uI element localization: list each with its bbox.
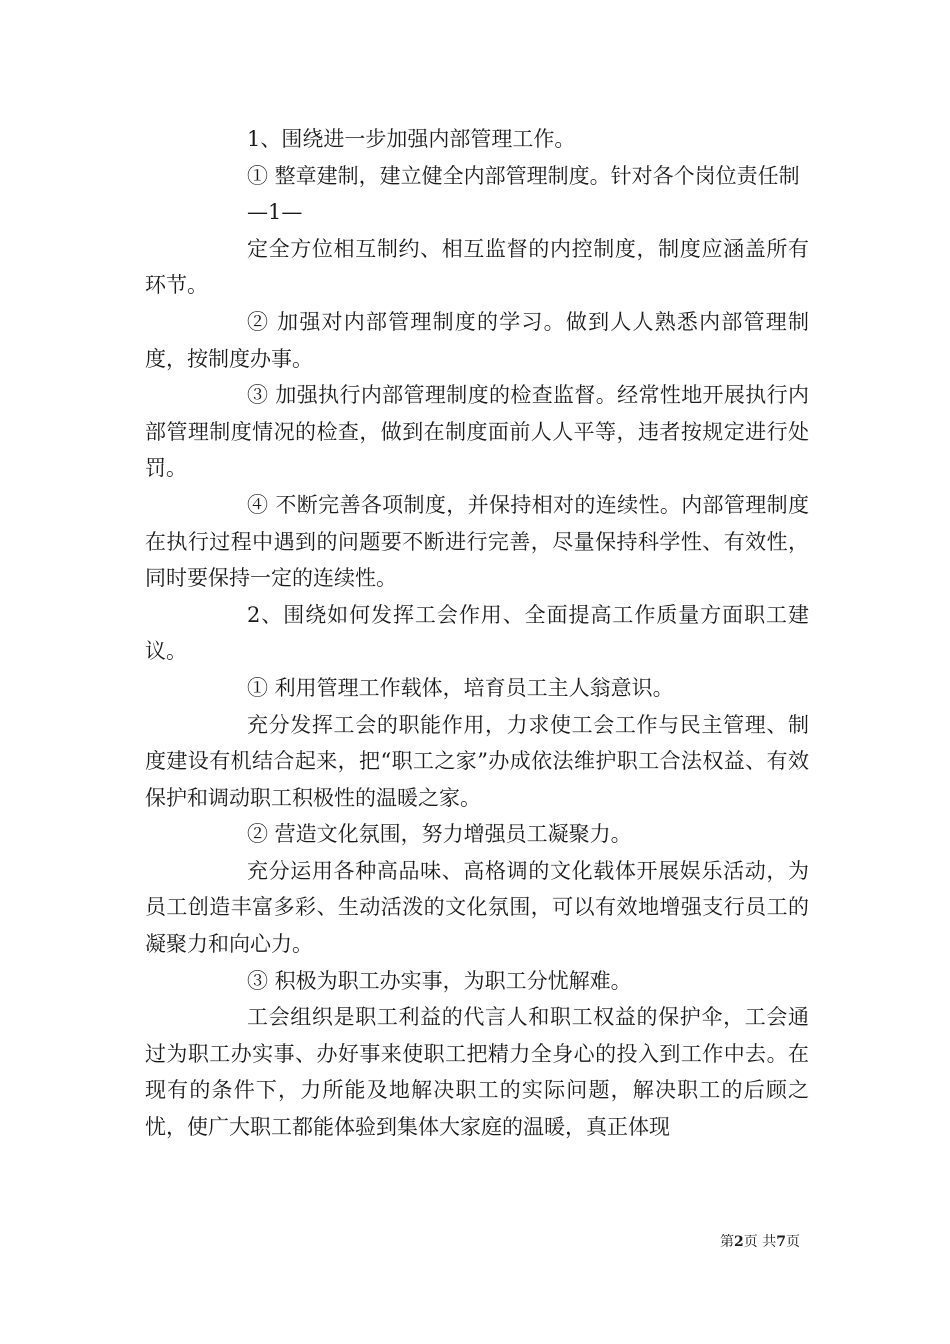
footer-prefix: 第 bbox=[720, 1234, 734, 1250]
paragraph-subitem-2-title: ② 营造文化氛围，努力增强员工凝聚力。 bbox=[247, 822, 632, 847]
paragraph-item-2: ② 加强对内部管理制度的学习。做到人人熟悉内部管理制度，按制度办事。 bbox=[145, 309, 809, 371]
footer-current-page: 2 bbox=[734, 1234, 744, 1250]
footer-total-pages: 7 bbox=[776, 1234, 786, 1250]
page-footer bbox=[720, 1233, 800, 1251]
paragraph-section-2-heading: 2、围绕如何发挥工会作用、全面提高工作质量方面职工建议。 bbox=[145, 602, 809, 664]
paragraph-item-3: ③ 加强执行内部管理制度的检查监督。经常性地开展执行内部管理制度情况的检查，做到在制度面前人人平等，违者按规定进行处罚。 bbox=[145, 383, 809, 481]
paragraph-subitem-1-title: ① 利用管理工作载体，培育员工主人翁意识。 bbox=[247, 675, 674, 700]
paragraph-subitem-3-title: ③ 积极为职工办实事，为职工分忧解难。 bbox=[247, 968, 632, 993]
paragraph-item-1: ① 整章建制，建立健全内部管理制度。针对各个岗位责任制 bbox=[247, 163, 800, 188]
inline-page-number: —1— bbox=[247, 200, 303, 225]
paragraph-subitem-3-body: 工会组织是职工利益的代言人和职工权益的保护伞，工会通过为职工办实事、办好事来使职工把精力全身心的投入到工作中去。在现有的条件下，力所能及地解决职工的实际问题，解决职工的后顾之忧，使广大职工都能体验到集体大家庭的温暖，真正体现 bbox=[145, 1005, 809, 1140]
paragraph-item-4: ④ 不断完善各项制度，并保持相对的连续性。内部管理制度在执行过程中遇到的问题要不断进行完善，尽量保持科学性、有效性，同时要保持一定的连续性。 bbox=[145, 492, 809, 591]
paragraph-subitem-1-body: 充分发挥工会的职能作用，力求使工会工作与民主管理、制度建设有机结合起来，把“职工之家”办成依法维护职工合法权益、有效保护和调动职工积极性的温暖之家。 bbox=[145, 712, 809, 810]
document-body bbox=[145, 121, 809, 1146]
paragraph-section-1-heading: 1、围绕进一步加强内部管理工作。 bbox=[247, 127, 576, 151]
footer-suffix: 页 bbox=[785, 1234, 800, 1250]
paragraph-item-1-continued: 定全方位相互制约、相互监督的内控制度，制度应涵盖所有环节。 bbox=[145, 236, 809, 298]
footer-middle: 页 共 bbox=[743, 1234, 777, 1250]
paragraph-subitem-2-body: 充分运用各种高品味、高格调的文化载体开展娱乐活动，为员工创造丰富多彩、生动活泼的文化氛围，可以有效地增强支行员工的凝聚力和向心力。 bbox=[145, 858, 809, 957]
